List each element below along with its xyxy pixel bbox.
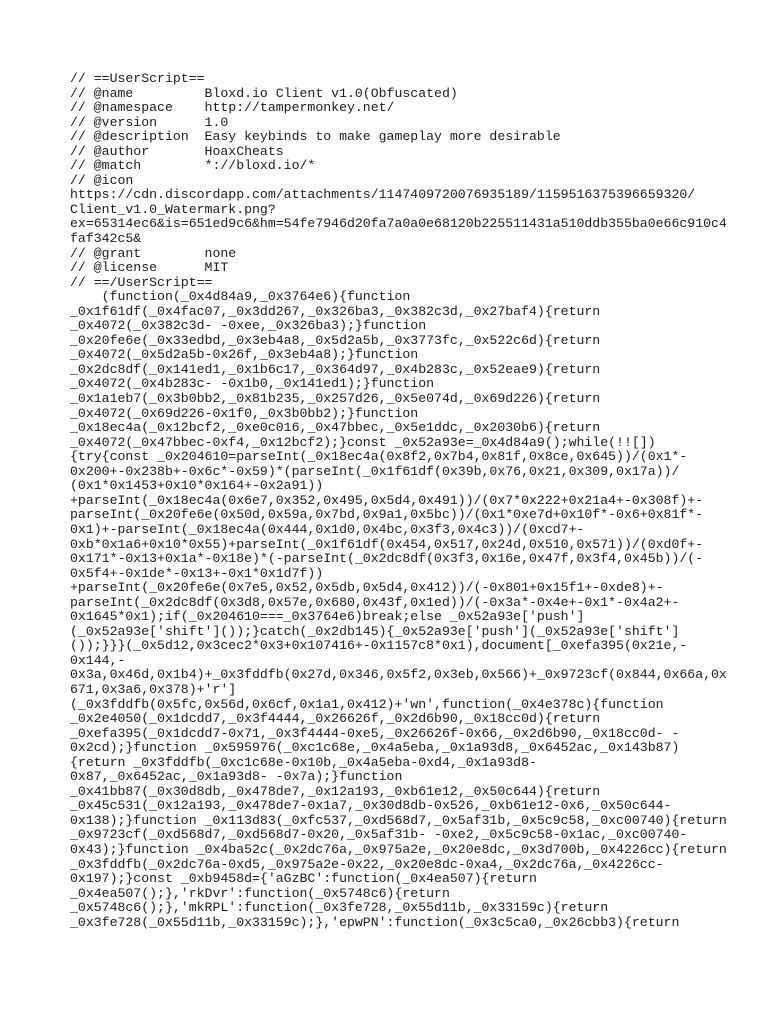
code-line: +parseInt(_0x18ec4a(0x6e7,0x352,0x495,0x5d4,0x491))/(0x7*0x222+0x21a4+-0x308f)+- <box>70 492 704 508</box>
code-line: 671,0x3a6,0x378)+'r'] <box>70 681 237 697</box>
code-line: _0x2dc8df(_0x141ed1,_0x1b6c17,_0x364d97,_0x4b283c,_0x52eae9){return <box>70 361 601 377</box>
code-line: // @grant none <box>70 245 237 261</box>
code-line: _0x20fe6e(_0x33edbd,_0x3eb4a8,_0x5d2a5b,_0x3773fc,_0x522c6d){return <box>70 332 601 348</box>
code-line: 0x138);}function _0x113d83(_0xfc537,_0xd568d7,_0x5af31b,_0x5c9c58,_0xc00740){return <box>70 812 727 828</box>
code-line: faf342c5& <box>70 231 142 247</box>
code-line: 0x2cd);}function _0x595976(_0xc1c68e,_0x4a5eba,_0x1a93d8,_0x6452ac,_0x143b87) <box>70 740 680 756</box>
code-line: (_0x52a93e['shift']());}catch(_0x2db145){_0x52a93e['push'](_0x52a93e['shift'] <box>70 623 680 639</box>
code-line: _0x2e4050(_0x1dcdd7,_0x3f4444,_0x26626f,_0x2d6b90,_0x18cc0d){return <box>70 711 601 727</box>
code-line: parseInt(_0x2dc8df(0x3d8,0x57e,0x680,0x43f,0x1ed))/(-0x3a*-0x4e+-0x1*-0x4a2+- <box>70 594 680 610</box>
code-line: // @description Easy keybinds to make gameplay more desirable <box>70 129 561 145</box>
code-line: _0x4072(_0x4b283c- -0x1b0,_0x141ed1);}function <box>70 376 435 392</box>
code-line: _0x4072(_0x5d2a5b-0x26f,_0x3eb4a8);}function <box>70 347 419 363</box>
code-line: // @author HoaxCheats <box>70 143 284 159</box>
code-line: 0x197);}const _0xb9458d={'aGzBC':function(_0x4ea507){return <box>70 871 537 887</box>
code-line: _0x18ec4a(_0x12bcf2,_0xe0c016,_0x47bbec,_0x5e1ddc,_0x2030b6){return <box>70 420 601 436</box>
code-line: // ==UserScript== <box>70 71 205 86</box>
code-line: 0x5f4+-0x1de*-0x13+-0x1*0x1d7f)) <box>70 565 324 581</box>
code-line: {return _0x3fddfb(_0xc1c68e-0x10b,_0x4a5eba-0xd4,_0x1a93d8- <box>70 754 537 770</box>
code-line: Client_v1.0_Watermark.png? <box>70 201 276 217</box>
code-line: _0x4ea507();},'rkDvr':function(_0x5748c6){return <box>70 885 450 901</box>
code-line: ex=65314ec6&is=651ed9c6&hm=54fe7946d20fa7a0a0e68120b225511431a510ddb355ba0e66c910c4 <box>70 216 727 232</box>
code-line: _0x9723cf(_0xd568d7,_0xd568d7-0x20,_0x5af31b- -0xe2,_0x5c9c58-0x1ac,_0xc00740- <box>70 827 688 843</box>
code-line: _0x1f61df(_0x4fac07,_0x3dd267,_0x326ba3,_0x382c3d,_0x27baf4){return <box>70 303 601 319</box>
code-line: _0xefa395(_0x1dcdd7-0x71,_0x3f4444-0xe5,_0x26626f-0x66,_0x2d6b90,_0x18cc0d- - <box>70 725 680 741</box>
code-line: 0x3a,0x46d,0x1b4)+_0x3fddfb(0x27d,0x346,0x5f2,0x3eb,0x566)+_0x9723cf(0x844,0x66a,0x <box>70 667 727 683</box>
code-line: _0x4072(_0x69d226-0x1f0,_0x3b0bb2);}function <box>70 405 419 421</box>
code-line: https://cdn.discordapp.com/attachments/1147409720076935189/1159516375396659320/ <box>70 187 696 203</box>
code-line: (0x1*0x1453+0x10*0x164+-0x2a91)) <box>70 478 324 494</box>
code-line: 0xb*0x1a6+0x10*0x55)+parseInt(_0x1f61df(0x454,0x517,0x24d,0x510,0x571))/(0xd0f+- <box>70 536 704 552</box>
code-line: _0x3fddfb(_0x2dc76a-0xd5,_0x975a2e-0x22,_0x20e8dc-0xa4,_0x2dc76a,_0x4226cc- <box>70 856 664 872</box>
code-line: _0x1a1eb7(_0x3b0bb2,_0x81b235,_0x257d26,_0x5e074d,_0x69d226){return <box>70 391 601 407</box>
code-line: _0x5748c6();},'mkRPL':function(_0x3fe728,_0x55d11b,_0x33159c){return <box>70 900 609 916</box>
code-line: 0x144,- <box>70 652 126 668</box>
code-line: // @match *://bloxd.io/* <box>70 158 316 174</box>
code-line: 0x200+-0x238b+-0x6c*-0x59)*(parseInt(_0x1f61df(0x39b,0x76,0x21,0x309,0x17a))/ <box>70 463 680 479</box>
code-line: parseInt(_0x20fe6e(0x50d,0x59a,0x7bd,0x9a1,0x5bc))/(0x1*0xe7d+0x10f*-0x6+0x81f*- <box>70 507 704 523</box>
code-line: // @name Bloxd.io Client v1.0(Obfuscated) <box>70 85 458 101</box>
code-line: ());}}}(_0x5d12,0x3cec2*0x3+0x107416+-0x1157c8*0x1),document[_0xefa395(0x21e,- <box>70 638 688 654</box>
code-line: // ==/UserScript== <box>70 274 213 290</box>
code-line: _0x4072(_0x382c3d- -0xee,_0x326ba3);}function <box>70 318 427 334</box>
code-line: _0x3fe728(_0x55d11b,_0x33159c);},'epwPN':function(_0x3c5ca0,_0x26cbb3){return <box>70 914 680 930</box>
code-line: // @namespace http://tampermonkey.net/ <box>70 100 395 116</box>
code-document <box>70 72 760 930</box>
code-line: 0x87,_0x6452ac,_0x1a93d8- -0x7a);}function <box>70 769 403 785</box>
code-line: (_0x3fddfb(0x5fc,0x56d,0x6cf,0x1a1,0x412)+'wn',function(_0x4e378c){function <box>70 696 664 712</box>
code-line: +parseInt(_0x20fe6e(0x7e5,0x52,0x5db,0x5d4,0x412))/(-0x801+0x15f1+-0xde8)+- <box>70 580 664 596</box>
code-line: 0x171*-0x13+0x1a*-0x18e)*(-parseInt(_0x2dc8df(0x3f3,0x16e,0x47f,0x3f4,0x45b))/(- <box>70 551 704 567</box>
code-line: _0x45c531(_0x12a193,_0x478de7-0x1a7,_0x30d8db-0x526,_0xb61e12-0x6,_0x50c644- <box>70 798 672 814</box>
code-line: // @license MIT <box>70 260 229 276</box>
code-line: (function(_0x4d84a9,_0x3764e6){function <box>70 289 411 305</box>
code-line: 0x1645*0x1);if(_0x204610===_0x3764e6)break;else _0x52a93e['push'] <box>70 609 585 625</box>
code-line: 0x43);}function _0x4ba52c(_0x2dc76a,_0x975a2e,_0x20e8dc,_0x3d700b,_0x4226cc){return <box>70 841 727 857</box>
code-line: // @version 1.0 <box>70 114 229 130</box>
code-line: _0x41bb87(_0x30d8db,_0x478de7,_0x12a193,_0xb61e12,_0x50c644){return <box>70 783 601 799</box>
code-line: {try{const _0x204610=parseInt(_0x18ec4a(0x8f2,0x7b4,0x81f,0x8ce,0x645))/(0x1*- <box>70 449 688 465</box>
code-line: // @icon <box>70 172 134 188</box>
code-line: _0x4072(_0x47bbec-0xf4,_0x12bcf2);}const _0x52a93e=_0x4d84a9();while(!![]) <box>70 434 656 450</box>
code-line: 0x1)+-parseInt(_0x18ec4a(0x444,0x1d0,0x4bc,0x3f3,0x4c3))/(0xcd7+- <box>70 521 585 537</box>
